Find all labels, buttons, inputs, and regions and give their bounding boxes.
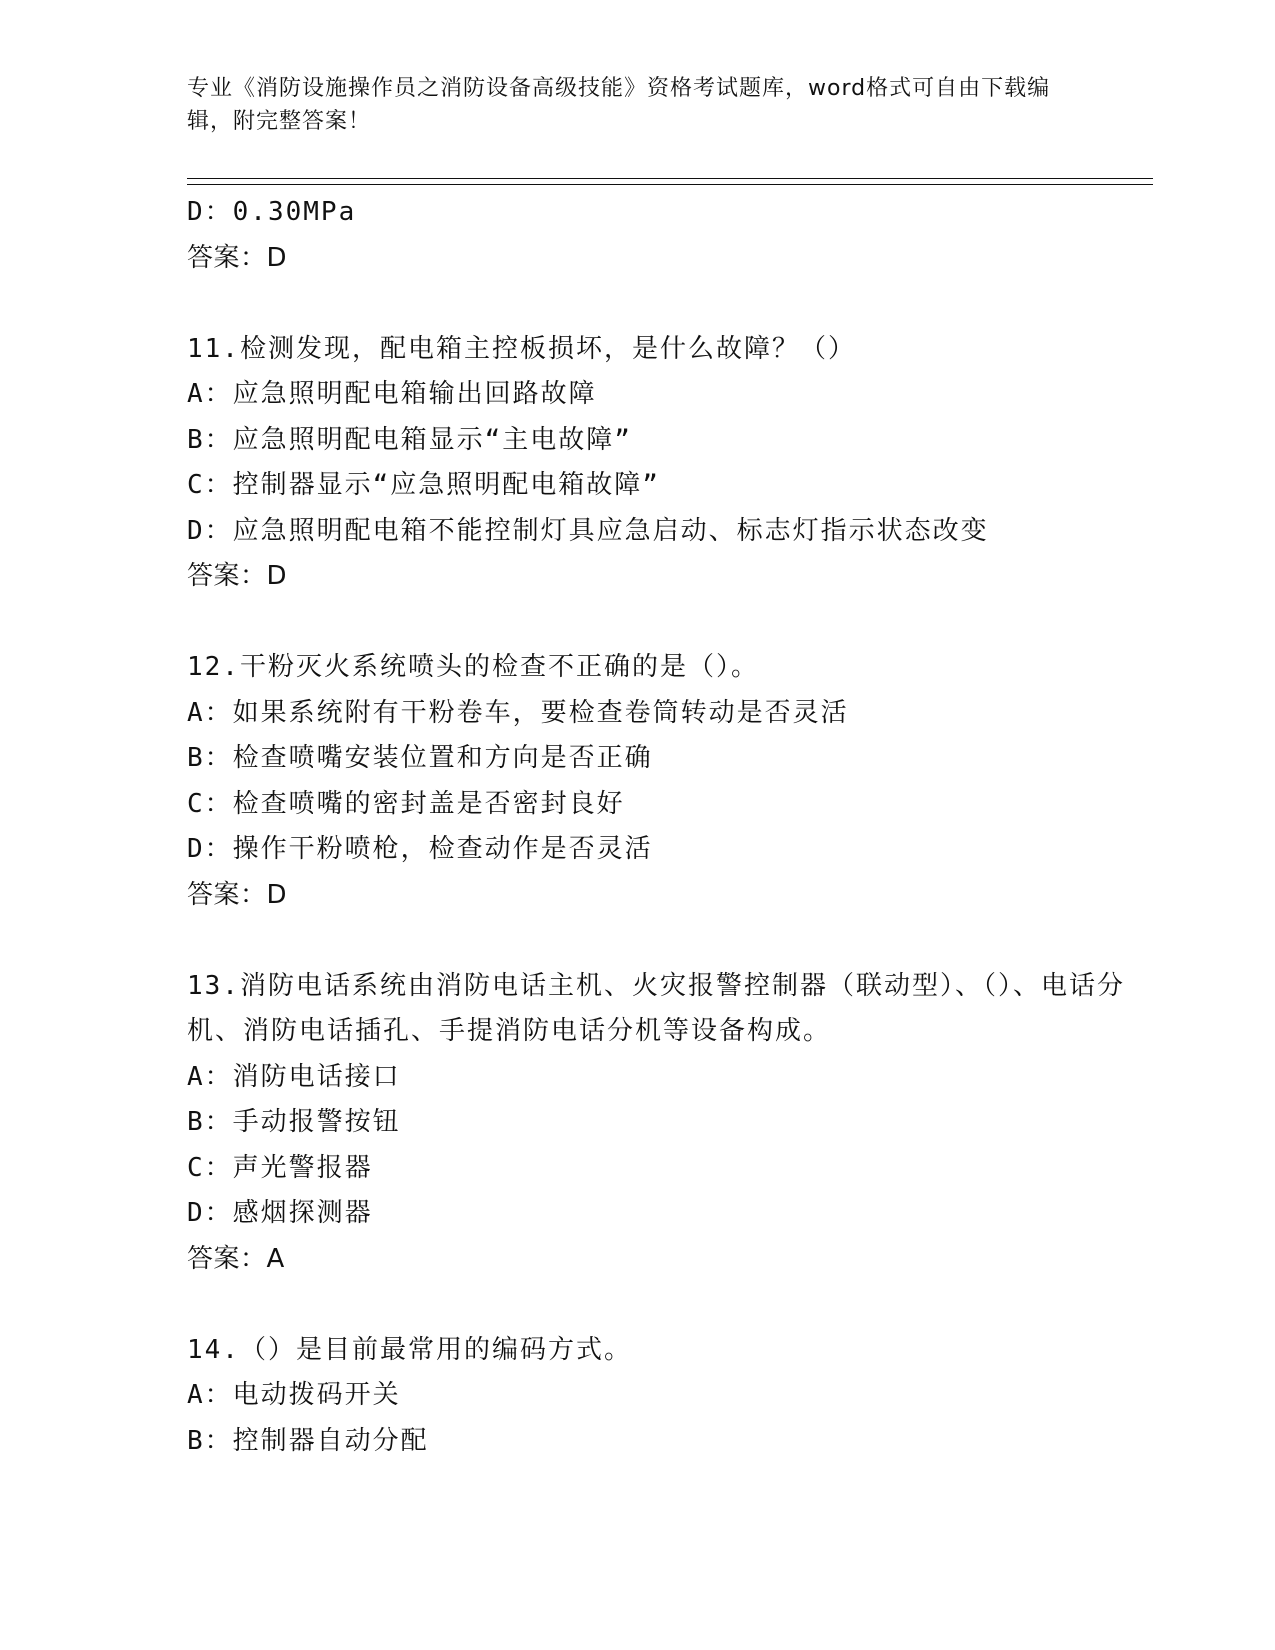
option-b: B：检查喷嘴安装位置和方向是否正确 bbox=[187, 743, 653, 773]
document-header: 专业《消防设施操作员之消防设备高级技能》资格考试题库，word格式可自由下载编辑，附完整答案！ bbox=[187, 76, 1051, 134]
question-text: 14.（）是目前最常用的编码方式。 bbox=[187, 1334, 632, 1365]
question-text: 12.干粉灭火系统喷头的检查不正确的是（）。 bbox=[187, 652, 759, 682]
spacer bbox=[187, 918, 1147, 964]
option-b: B：控制器自动分配 bbox=[187, 1425, 429, 1456]
option-b: B：应急照明配电箱显示“主电故障” bbox=[187, 424, 632, 455]
option-c: C：声光警报器 bbox=[187, 1152, 373, 1183]
option-a: A：消防电话接口 bbox=[187, 1061, 401, 1092]
option-a: A：如果系统附有干粉卷车，要检查卷筒转动是否灵活 bbox=[187, 697, 849, 728]
spacer bbox=[187, 1282, 1147, 1328]
question-13 bbox=[187, 964, 1147, 1283]
option-b: B：手动报警按钮 bbox=[187, 1107, 401, 1137]
question-11 bbox=[187, 327, 1147, 600]
option-a: A：应急照明配电箱输出回路故障 bbox=[187, 379, 597, 409]
option-c: C：控制器显示“应急照明配电箱故障” bbox=[187, 470, 660, 500]
question-14 bbox=[187, 1328, 1147, 1465]
option-d: D：0.30MPa bbox=[187, 197, 357, 227]
answer: 答案：D bbox=[187, 561, 288, 591]
answer: 答案：D bbox=[187, 242, 288, 273]
question-text: 13.消防电话系统由消防电话主机、火灾报警控制器（联动型）、（）、电话分机、消防电话插孔、手提消防电话分机等设备构成。 bbox=[187, 970, 1125, 1046]
question-text: 11.检测发现，配电箱主控板损坏，是什么故障？（） bbox=[187, 333, 856, 364]
option-d: D：感烟探测器 bbox=[187, 1198, 373, 1228]
answer: 答案：A bbox=[187, 1243, 285, 1274]
answer: 答案：D bbox=[187, 879, 288, 910]
header-rule-bottom bbox=[187, 184, 1153, 185]
spacer bbox=[187, 281, 1147, 327]
option-d: D：操作干粉喷枪，检查动作是否灵活 bbox=[187, 834, 653, 864]
header-rule-top bbox=[187, 178, 1153, 179]
option-c: C：检查喷嘴的密封盖是否密封良好 bbox=[187, 788, 625, 819]
option-a: A：电动拨码开关 bbox=[187, 1380, 401, 1410]
option-d: D：应急照明配电箱不能控制灯具应急启动、标志灯指示状态改变 bbox=[187, 515, 989, 546]
spacer bbox=[187, 600, 1147, 646]
question-12 bbox=[187, 645, 1147, 918]
question-list bbox=[187, 190, 1147, 1464]
